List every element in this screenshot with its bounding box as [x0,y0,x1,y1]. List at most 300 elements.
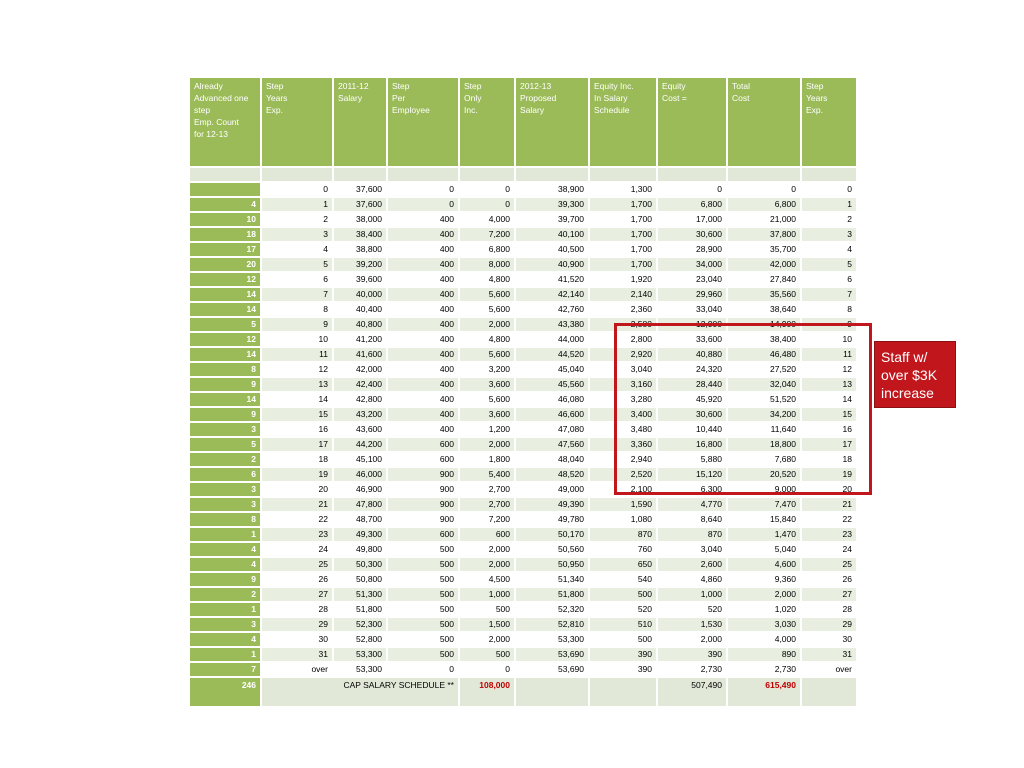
table-cell: 42,140 [515,287,589,302]
table-cell: 17 [801,437,857,452]
table-cell: 900 [387,482,459,497]
table-cell: 53,690 [515,662,589,677]
table-cell: 16 [801,422,857,437]
table-cell: 4,770 [657,497,727,512]
table-cell: 4,800 [459,332,515,347]
table-cell: 4 [189,542,261,557]
table-cell: 20 [189,257,261,272]
table-cell: 760 [589,542,657,557]
table-cell: 20,520 [727,467,801,482]
footer-empty-step [801,677,857,707]
table-cell: 9 [261,317,333,332]
table-cell: 28,440 [657,377,727,392]
table-cell: 5,600 [459,347,515,362]
table-cell: 44,200 [333,437,387,452]
table-cell: 27 [261,587,333,602]
table-cell: 390 [589,662,657,677]
table-row [189,602,857,617]
table-cell: 1 [189,527,261,542]
table-cell: 52,320 [515,602,589,617]
table-cell: 50,300 [333,557,387,572]
footer-empty-equity-inc [589,677,657,707]
table-cell: 0 [801,182,857,197]
table-cell: 53,300 [333,647,387,662]
table-cell: 40,880 [657,347,727,362]
table-row [189,422,857,437]
table-cell: 0 [727,182,801,197]
table-cell: 6,800 [727,197,801,212]
table-cell: 12 [189,332,261,347]
table-cell: 1,590 [589,497,657,512]
table-cell: 37,800 [727,227,801,242]
table-cell: 52,810 [515,617,589,632]
table-row [189,212,857,227]
table-cell: 12 [801,362,857,377]
table-cell: 15,840 [727,512,801,527]
table-cell: 49,780 [515,512,589,527]
table-row [189,377,857,392]
table-cell: 2,000 [459,557,515,572]
table-cell: 1 [189,602,261,617]
table-cell: 42,400 [333,377,387,392]
table-cell: 2,000 [727,587,801,602]
table-cell: 400 [387,212,459,227]
header-step-per-employee: Step Per Employee [387,77,459,167]
table-cell: 5,880 [657,452,727,467]
table-cell: 46,900 [333,482,387,497]
table-cell: 500 [589,587,657,602]
table-cell: over [261,662,333,677]
table-cell: 4,000 [727,632,801,647]
table-cell: 4 [189,197,261,212]
table-cell: 14 [801,392,857,407]
table-cell: 48,700 [333,512,387,527]
table-cell: 42,000 [333,362,387,377]
table-cell: 43,600 [333,422,387,437]
table-cell: 9,000 [727,482,801,497]
table-cell: 400 [387,422,459,437]
table-cell: 38,800 [333,242,387,257]
table-cell: 11 [801,347,857,362]
table-cell: 6,800 [459,242,515,257]
table-cell: 0 [459,197,515,212]
header-equity-cost: Equity Cost = [657,77,727,167]
table-cell: 7,200 [459,227,515,242]
callout-note: Staff w/ over $3K increase [874,341,956,408]
table-cell: 1,300 [589,182,657,197]
table-cell: 46,600 [515,407,589,422]
table-cell: 400 [387,407,459,422]
table-row [189,557,857,572]
table-cell: 53,690 [515,647,589,662]
table-cell: 7,470 [727,497,801,512]
table-cell: 51,340 [515,572,589,587]
table-cell: 7,680 [727,452,801,467]
table-cell: 31 [801,647,857,662]
step-only-total: 108,000 [459,677,515,707]
table-cell: 0 [459,662,515,677]
table-row [189,332,857,347]
table-cell: 1,700 [589,242,657,257]
table-cell: 500 [387,617,459,632]
table-cell: 47,080 [515,422,589,437]
table-row [189,542,857,557]
table-cell: 20 [261,482,333,497]
table-cell: 2,700 [459,482,515,497]
table-cell: 45,040 [515,362,589,377]
table-cell: 38,900 [515,182,589,197]
table-cell: 31 [261,647,333,662]
table-cell: 500 [459,647,515,662]
table-cell: 3 [189,422,261,437]
table-cell: 0 [387,197,459,212]
table-cell: 1,000 [459,587,515,602]
table-cell: 3,200 [459,362,515,377]
table-cell: 3,600 [459,407,515,422]
table-cell: 53,300 [333,662,387,677]
header-row [189,77,857,167]
table-cell: 3,040 [657,542,727,557]
table-cell: 3 [261,227,333,242]
table-cell: 14 [189,392,261,407]
table-cell: 6,300 [657,482,727,497]
table-cell: 2 [261,212,333,227]
table-cell: 1 [261,197,333,212]
table-cell: 28 [261,602,333,617]
table-row [189,647,857,662]
table-cell: 400 [387,377,459,392]
table-cell: 14 [189,347,261,362]
table-cell: 5,600 [459,287,515,302]
table-cell: 2,000 [657,632,727,647]
table-cell: 40,100 [515,227,589,242]
table-row [189,407,857,422]
table-cell: 6 [801,272,857,287]
table-cell: 500 [387,542,459,557]
table-cell: 39,600 [333,272,387,287]
table-cell: 3,160 [589,377,657,392]
table-cell: 520 [589,602,657,617]
table-cell: 2,730 [657,662,727,677]
table-cell: 44,520 [515,347,589,362]
table-cell: 21,000 [727,212,801,227]
table-cell: 7 [261,287,333,302]
table-cell: 3,400 [589,407,657,422]
table-cell: 51,300 [333,587,387,602]
table-cell: 1,500 [459,617,515,632]
table-row [189,347,857,362]
table-cell: 500 [589,632,657,647]
table-cell: 15 [801,407,857,422]
table-cell: 4,500 [459,572,515,587]
table-cell: 4,000 [459,212,515,227]
table-cell: 18 [189,227,261,242]
table-cell: 5,040 [727,542,801,557]
table-cell: 2,600 [657,557,727,572]
table-cell: 600 [387,452,459,467]
table-cell: 8 [189,512,261,527]
table-cell: 39,700 [515,212,589,227]
table-cell: 12 [189,272,261,287]
table-row [189,362,857,377]
table-cell: 400 [387,257,459,272]
table-cell: 3,600 [459,377,515,392]
table-cell: 21 [801,497,857,512]
table-row [189,572,857,587]
table-cell: 2,100 [589,482,657,497]
table-cell: 40,800 [333,317,387,332]
table-cell: 17 [261,437,333,452]
header-total-cost: Total Cost [727,77,801,167]
table-cell: 2 [189,452,261,467]
table-cell: 5,600 [459,392,515,407]
table-cell: 9,360 [727,572,801,587]
table-cell: 49,300 [333,527,387,542]
table-cell: 27,840 [727,272,801,287]
table-cell: 30 [801,632,857,647]
table-cell: 11 [261,347,333,362]
total-cost-total: 615,490 [727,677,801,707]
table-cell: 6 [261,272,333,287]
table-cell: 39,200 [333,257,387,272]
table-cell: 52,300 [333,617,387,632]
table-cell: 400 [387,227,459,242]
table-cell: 33,600 [657,332,727,347]
table-cell: 21 [261,497,333,512]
table-cell: 8 [801,302,857,317]
table-cell: 9 [189,377,261,392]
table-cell: 53,300 [515,632,589,647]
table-cell: 8,000 [459,257,515,272]
header-2011-salary: 2011-12 Salary [333,77,387,167]
table-cell: 18 [801,452,857,467]
table-body [189,167,857,677]
table-cell: 7,200 [459,512,515,527]
table-cell: 50,170 [515,527,589,542]
table-cell: 41,600 [333,347,387,362]
table-cell: 0 [459,182,515,197]
table-row [189,257,857,272]
table-cell: 4,800 [459,272,515,287]
table-cell: 4 [801,242,857,257]
table-cell: 14,900 [727,317,801,332]
table-cell: 30,600 [657,407,727,422]
table-cell: 0 [387,182,459,197]
table-cell: 6,800 [657,197,727,212]
table-cell: 1,700 [589,212,657,227]
table-cell: 5 [261,257,333,272]
table-cell: 1,020 [727,602,801,617]
table-cell: 39,300 [515,197,589,212]
table-cell: over [801,662,857,677]
table-cell: 2,000 [459,632,515,647]
table-row [189,482,857,497]
table-cell: 870 [657,527,727,542]
table-cell: 400 [387,302,459,317]
table-cell: 2,800 [589,332,657,347]
table-cell: 6 [189,467,261,482]
table-cell: 40,400 [333,302,387,317]
table-cell: 2,360 [589,302,657,317]
table-cell: 400 [387,392,459,407]
table-cell: 40,500 [515,242,589,257]
header-step-years: Step Years Exp. [261,77,333,167]
table-cell: 600 [387,437,459,452]
total-employee-count: 246 [189,677,261,707]
table-cell: 25 [801,557,857,572]
table-cell: 52,800 [333,632,387,647]
table-cell: 26 [801,572,857,587]
table-cell: 900 [387,497,459,512]
table-cell: 400 [387,317,459,332]
footer-empty-proposed [515,677,589,707]
table-cell: 45,100 [333,452,387,467]
table-cell: 8 [189,362,261,377]
table-cell: 3 [189,617,261,632]
table-cell: 30 [261,632,333,647]
table-cell: 34,000 [657,257,727,272]
table-row [189,437,857,452]
table-cell: 500 [387,557,459,572]
table-cell: 3,280 [589,392,657,407]
table-row [189,452,857,467]
table-row [189,527,857,542]
table-cell: 1,800 [459,452,515,467]
table-cell: 500 [459,602,515,617]
table-cell: 38,000 [333,212,387,227]
table-cell [189,182,261,197]
table-cell: 1,000 [657,587,727,602]
table-cell: 41,200 [333,332,387,347]
table-cell: 34,200 [727,407,801,422]
table-row [189,512,857,527]
table-cell: 38,640 [727,302,801,317]
table-cell: 42,760 [515,302,589,317]
table-cell: 28 [801,602,857,617]
table-cell: 400 [387,287,459,302]
totals-row [189,677,857,707]
table-cell: 18,800 [727,437,801,452]
table-cell: 47,560 [515,437,589,452]
table-cell: 8,640 [657,512,727,527]
table-row [189,272,857,287]
table-cell: 1,470 [727,527,801,542]
table-cell: 51,800 [515,587,589,602]
table-cell: 510 [589,617,657,632]
table-cell: 48,520 [515,467,589,482]
table-cell: 33,040 [657,302,727,317]
table-cell: 2 [801,212,857,227]
table-cell: 50,950 [515,557,589,572]
table-cell: 38,400 [727,332,801,347]
table-cell: 1,700 [589,227,657,242]
table-cell: 37,600 [333,182,387,197]
table-cell: 41,520 [515,272,589,287]
table-cell: 650 [589,557,657,572]
table-cell: 2,920 [589,347,657,362]
table-cell: 24 [261,542,333,557]
table-cell: 2,140 [589,287,657,302]
table-cell: 4,600 [727,557,801,572]
table-cell: 29 [261,617,333,632]
table-cell: 900 [387,512,459,527]
table-cell: 27 [801,587,857,602]
table-cell: 14 [189,302,261,317]
table-cell: 9 [189,572,261,587]
table-cell: 15,120 [657,467,727,482]
table-cell: 2,000 [459,437,515,452]
table-cell: 19 [801,467,857,482]
table-cell: 3 [801,227,857,242]
header-emp-count: Already Advanced one step Emp. Count for 12-13 [189,77,261,167]
table-row [189,227,857,242]
table-row [189,317,857,332]
table-cell: 7 [801,287,857,302]
header-equity-inc: Equity Inc. In Salary Schedule [589,77,657,167]
table-cell: 400 [387,272,459,287]
salary-table [188,76,858,708]
table-cell: 870 [589,527,657,542]
table-cell: 540 [589,572,657,587]
table-cell: 2 [189,587,261,602]
table-cell: 2,520 [589,467,657,482]
table-cell: 4 [261,242,333,257]
table-cell: 520 [657,602,727,617]
table-cell: 600 [387,527,459,542]
table-cell: 12,900 [657,317,727,332]
table-cell: 600 [459,527,515,542]
table-cell: 500 [387,587,459,602]
table-cell: 1,080 [589,512,657,527]
table-cell: 2,730 [727,662,801,677]
table-cell: 1 [189,647,261,662]
table-cell: 37,600 [333,197,387,212]
table-cell: 400 [387,242,459,257]
table-row [189,587,857,602]
table-cell: 19 [261,467,333,482]
table-cell: 3,360 [589,437,657,452]
table-cell: 43,200 [333,407,387,422]
table-cell: 0 [387,662,459,677]
table-cell: 29,960 [657,287,727,302]
table-cell: 23,040 [657,272,727,287]
table-cell: 10 [261,332,333,347]
table-cell: 3,030 [727,617,801,632]
table-cell: 0 [657,182,727,197]
table-cell: 42,800 [333,392,387,407]
table-cell: 0 [261,182,333,197]
table-cell: 23 [261,527,333,542]
table-cell: 5 [189,317,261,332]
table-cell: 8 [261,302,333,317]
table-cell: 390 [589,647,657,662]
table-cell: 51,800 [333,602,387,617]
table-cell: 27,520 [727,362,801,377]
table-cell: 400 [387,347,459,362]
table-cell: 45,920 [657,392,727,407]
table-cell: 38,400 [333,227,387,242]
table-cell: 50,560 [515,542,589,557]
table-cell: 15 [261,407,333,422]
table-cell: 390 [657,647,727,662]
table-row [189,182,857,197]
table-cell: 2,700 [459,497,515,512]
table-row [189,302,857,317]
table-cell: 51,520 [727,392,801,407]
table-row [189,467,857,482]
table-cell: 900 [387,467,459,482]
table-cell: 43,380 [515,317,589,332]
